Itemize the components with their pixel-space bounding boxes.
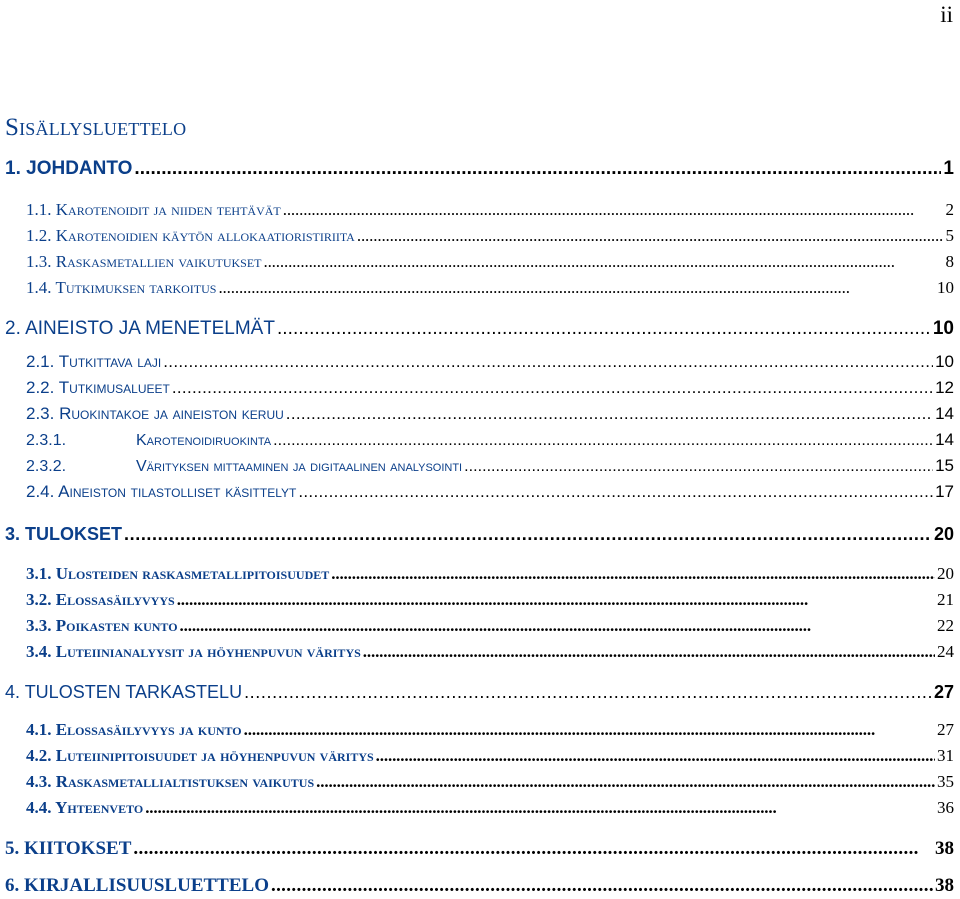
dot-leader — [331, 564, 935, 584]
toc-entry-page: 10 — [937, 278, 954, 297]
dot-leader — [363, 642, 935, 662]
toc-entry-label: 4.2. Luteiinipitoisuudet ja höyhenpuvun väritys — [26, 746, 374, 765]
toc-title: Sisällysluettelo — [5, 114, 187, 141]
toc-entry-page: 38 — [935, 875, 954, 896]
dot-leader — [357, 226, 944, 246]
toc-entry[interactable] — [26, 226, 954, 246]
toc-entry[interactable] — [26, 616, 954, 636]
toc-entry[interactable] — [5, 318, 954, 340]
toc-entry-label: 2.4. Aineiston tilastolliset käsittelyt — [26, 482, 297, 501]
dot-leader — [133, 838, 933, 860]
toc-entry[interactable] — [5, 875, 954, 897]
toc-entry[interactable] — [26, 482, 954, 502]
dot-leader — [145, 798, 935, 818]
toc-entry-label: 2. AINEISTO JA MENETELMÄT — [5, 318, 275, 339]
toc-entry[interactable] — [26, 430, 954, 450]
toc-entry[interactable] — [26, 590, 954, 610]
toc-entry-page: 22 — [937, 616, 954, 635]
toc-entry[interactable] — [5, 158, 954, 180]
toc-entry[interactable] — [26, 252, 954, 272]
dot-leader — [376, 746, 935, 766]
toc-entry-page: 38 — [935, 838, 954, 859]
toc-entry-number: 2.3.1. — [26, 432, 67, 449]
dot-leader — [244, 682, 932, 703]
dot-leader — [283, 200, 944, 220]
toc-entry[interactable] — [26, 404, 954, 424]
dot-leader — [134, 158, 941, 180]
toc-entry[interactable] — [26, 798, 954, 818]
toc-entry-page: 10 — [932, 318, 954, 339]
dot-leader — [271, 875, 933, 897]
toc-entry-label: 5. KIITOKSET — [5, 838, 132, 859]
toc-entry[interactable] — [5, 524, 954, 545]
toc-entry[interactable] — [5, 838, 954, 860]
toc-entry-page: 24 — [937, 642, 954, 661]
dot-leader — [163, 352, 933, 372]
toc-entry-page: 8 — [945, 252, 954, 271]
dot-leader — [180, 616, 935, 636]
toc-entry-label: 4. TULOSTEN TARKASTELU — [5, 682, 243, 702]
toc-entry-label: 6. KIRJALLISUUSLUETTELO — [5, 875, 269, 896]
toc-entry-label: 1.2. Karotenoidien käytön allokaatioristiriita — [26, 226, 355, 245]
dot-leader — [124, 524, 932, 545]
page-number: ii — [940, 2, 953, 27]
toc-entry-label: 4.4. Yhteenveto — [26, 798, 144, 817]
toc-entry[interactable] — [26, 564, 954, 584]
toc-entry-label: 2.2. Tutkimusalueet — [26, 378, 170, 397]
toc-entry[interactable] — [26, 772, 954, 792]
dot-leader — [177, 590, 935, 610]
toc-entry[interactable] — [26, 642, 954, 662]
toc-entry[interactable] — [26, 456, 954, 476]
toc-entry-label: 2.3.1. Karotenoidiruokinta — [26, 432, 272, 449]
toc-entry-page: 35 — [937, 772, 954, 791]
toc-entry-number: 2.3.2. — [26, 458, 67, 475]
toc-entry-page: 20 — [937, 564, 954, 583]
toc-entry-page: 12 — [935, 378, 954, 397]
toc-entry-page: 10 — [935, 352, 954, 371]
toc-entry-label: 4.1. Elossasäilyvyys ja kunto — [26, 720, 242, 739]
toc-entry[interactable] — [26, 746, 954, 766]
toc-entry-page: 14 — [935, 404, 954, 423]
dot-leader — [286, 404, 933, 424]
toc-entry[interactable] — [26, 352, 954, 372]
dot-leader — [172, 378, 933, 398]
toc-entry[interactable] — [26, 720, 954, 740]
dot-leader — [263, 252, 943, 272]
toc-entry-label: 2.3.2. Värityksen mittaaminen ja digitaalinen analysointi — [26, 458, 463, 475]
dot-leader — [298, 482, 933, 502]
toc-entry-page: 27 — [933, 682, 954, 702]
dot-leader — [273, 432, 933, 450]
toc-entry-label: 3.3. Poikasten kunto — [26, 616, 178, 635]
toc-entry-page: 2 — [945, 200, 954, 219]
toc-entry-label: 3. TULOKSET — [5, 524, 123, 544]
toc-entry-label: 3.1. Ulosteiden raskasmetallipitoisuudet — [26, 564, 330, 583]
toc-entry[interactable] — [26, 200, 954, 220]
toc-entry-page: 27 — [937, 720, 954, 739]
toc-entry[interactable] — [5, 682, 954, 703]
toc-entry-label: 3.2. Elossasäilyvyys — [26, 590, 175, 609]
dot-leader — [244, 720, 935, 740]
dot-leader — [464, 458, 933, 476]
toc-entry-label: 1.4. Tutkimuksen tarkoitus — [26, 278, 217, 297]
toc-entry[interactable] — [26, 278, 954, 298]
toc-entry-label: 3.4. Luteiinianalyysit ja höyhenpuvun väritys — [26, 642, 361, 661]
toc-entry-page: 5 — [945, 226, 954, 245]
toc-entry-page: 21 — [937, 590, 954, 609]
toc-entry-label: 2.1. Tutkittava laji — [26, 352, 162, 371]
toc-entry-page: 14 — [935, 430, 954, 449]
toc-entry-page: 1 — [943, 158, 954, 179]
toc-entry-label: 1.1. Karotenoidit ja niiden tehtävät — [26, 200, 281, 219]
dot-leader — [316, 772, 935, 792]
toc-entry-page: 36 — [937, 798, 954, 817]
dot-leader — [277, 318, 931, 340]
toc-entry-page: 15 — [935, 456, 954, 475]
toc-entry[interactable] — [26, 378, 954, 398]
toc-entry-label: 1. JOHDANTO — [5, 158, 133, 179]
toc-entry-label: 4.3. Raskasmetallialtistuksen vaikutus — [26, 772, 315, 791]
toc-entry-page: 17 — [935, 482, 954, 501]
toc-entry-label: 2.3. Ruokintakoe ja aineiston keruu — [26, 404, 284, 423]
toc-entry-page: 20 — [933, 524, 954, 544]
dot-leader — [218, 278, 935, 298]
toc-entry-page: 31 — [937, 746, 954, 765]
toc-entry-label: 1.3. Raskasmetallien vaikutukset — [26, 252, 262, 271]
